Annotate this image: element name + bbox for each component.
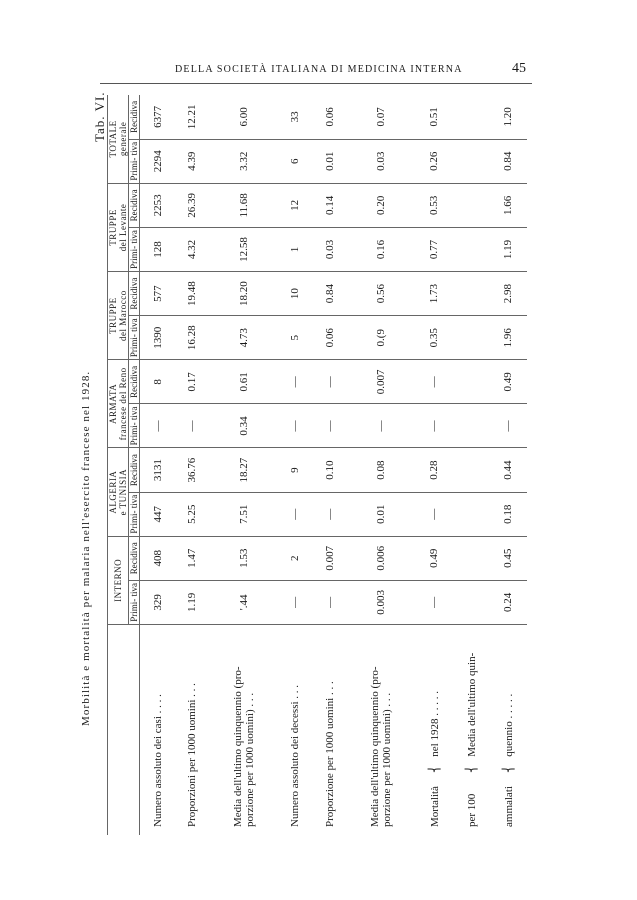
table-caption: Morbilità e mortalità per malaria nell'esercito francese nel 1928. — [80, 370, 92, 726]
table-cell: 19.48 — [175, 272, 209, 316]
table-cell: — — [278, 360, 312, 404]
row-label — [278, 624, 312, 835]
table-cell: — — [490, 404, 527, 448]
table-cell: 10 — [278, 272, 312, 316]
header-rule — [100, 83, 532, 84]
table-cell: 0.44 — [490, 448, 527, 492]
malaria-table — [107, 95, 527, 835]
row-label-text: Media dell'ultimo quin- — [465, 652, 478, 757]
table-cell: 2253 — [140, 183, 176, 227]
table-cell: 0.03 — [347, 139, 416, 183]
table-cell: 26.39 — [175, 183, 209, 227]
group-levante: TRUPPE del Levante — [108, 183, 129, 271]
bracket-label: ammalati — [502, 786, 515, 827]
row-label-text: Proporzione per 1000 uomini . . . — [323, 681, 336, 827]
row-label — [175, 624, 209, 835]
row-label-text: Numero assoluto dei decessi . . . — [289, 684, 302, 827]
row-label-text: Media dell'ultimo quinquennio (pro- porzione per 1000 uomini) . . . — [369, 666, 394, 827]
brace-icon: ⎨ — [502, 764, 515, 773]
table-label: Tab. VI. — [92, 91, 107, 142]
table-cell — [453, 536, 490, 580]
table-cell: '.44 — [210, 580, 279, 624]
table-cell: 5 — [278, 316, 312, 360]
row-label — [347, 624, 416, 835]
table-cell: — — [278, 492, 312, 536]
table-row — [453, 95, 490, 835]
table-cell — [453, 95, 490, 139]
table-row — [490, 95, 527, 835]
table-cell: 0.10 — [312, 448, 346, 492]
table-row — [347, 95, 416, 835]
table-cell: 0.18 — [490, 492, 527, 536]
table-cell: 0.26 — [415, 139, 452, 183]
table-cell: 0.24 — [490, 580, 527, 624]
table-cell: 3.32 — [210, 139, 279, 183]
table-cell: 0.56 — [347, 272, 416, 316]
table-cell: 18.27 — [210, 448, 279, 492]
table-cell: — — [278, 580, 312, 624]
table-row — [312, 95, 346, 835]
table-cell: 0.17 — [175, 360, 209, 404]
table-cell: — — [312, 580, 346, 624]
table-cell: 3131 — [140, 448, 176, 492]
table-body — [140, 95, 528, 835]
table-cell: 33 — [278, 95, 312, 139]
table-row — [278, 95, 312, 835]
subheader-primitiva: Primi- tiva — [129, 492, 140, 536]
table-cell: 1.20 — [490, 95, 527, 139]
table-cell: 0.61 — [210, 360, 279, 404]
group-algeria: ALGERIA e TUNISIA — [108, 448, 129, 536]
subheader-recidiva: Recidiva — [129, 272, 140, 316]
table-cell: — — [312, 492, 346, 536]
subheader-recidiva: Recidiva — [129, 536, 140, 580]
row-label — [415, 624, 452, 835]
table-cell: 0.49 — [415, 536, 452, 580]
row-label — [140, 624, 176, 835]
table-cell: 6377 — [140, 95, 176, 139]
table-cell — [453, 492, 490, 536]
table-cell: 1.47 — [175, 536, 209, 580]
table-cell: 0.(9 — [347, 316, 416, 360]
row-label-text: quennio . . . . . — [502, 693, 515, 757]
subheader-recidiva: Recidiva — [129, 183, 140, 227]
table-cell — [453, 183, 490, 227]
table-cell: 0.003 — [347, 580, 416, 624]
table-cell: 12 — [278, 183, 312, 227]
table-cell: 1.19 — [175, 580, 209, 624]
table-cell: 4.39 — [175, 139, 209, 183]
subheader-primitiva: Primi- tiva — [129, 580, 140, 624]
table-cell: 11.68 — [210, 183, 279, 227]
table-cell: 12.58 — [210, 227, 279, 271]
bracket-label: Mortalità — [428, 786, 441, 827]
table-cell: 6.00 — [210, 95, 279, 139]
table-cell: 0.53 — [415, 183, 452, 227]
row-label — [312, 624, 346, 835]
table-cell: 329 — [140, 580, 176, 624]
table-cell — [453, 316, 490, 360]
table-cell: 0.007 — [312, 536, 346, 580]
table-row — [175, 95, 209, 835]
rotated-table — [107, 95, 527, 835]
table-cell: 16.28 — [175, 316, 209, 360]
table-cell: 0.20 — [347, 183, 416, 227]
table-cell: 128 — [140, 227, 176, 271]
subheader-primitiva: Primi- tiva — [129, 404, 140, 448]
table-cell: 0.006 — [347, 536, 416, 580]
table-cell: — — [312, 360, 346, 404]
table-cell: 0.01 — [312, 139, 346, 183]
subheader-primitiva: Primi- tiva — [129, 139, 140, 183]
table-cell: 447 — [140, 492, 176, 536]
table-cell: 0.51 — [415, 95, 452, 139]
table-cell: 0.28 — [415, 448, 452, 492]
table-cell: 4.32 — [175, 227, 209, 271]
table-cell: 2.98 — [490, 272, 527, 316]
table-cell — [453, 139, 490, 183]
table-row — [210, 95, 279, 835]
group-totale: TOTALE generale — [108, 95, 129, 183]
table-cell: 0.07 — [347, 95, 416, 139]
table-cell: — — [347, 404, 416, 448]
table-cell: 6 — [278, 139, 312, 183]
table-cell: 0.77 — [415, 227, 452, 271]
table-cell: 0.01 — [347, 492, 416, 536]
table-cell: — — [415, 360, 452, 404]
table-cell: 0.03 — [312, 227, 346, 271]
table-cell: 1.73 — [415, 272, 452, 316]
table-cell: 36.76 — [175, 448, 209, 492]
row-label-text: Proporzioni per 1000 uomini . . . — [186, 683, 199, 827]
table-cell: 0.08 — [347, 448, 416, 492]
row-label — [210, 624, 279, 835]
table-cell: 7.51 — [210, 492, 279, 536]
table-cell: 0.84 — [490, 139, 527, 183]
subheader-primitiva: Primi- tiva — [129, 227, 140, 271]
brace-icon: ⎨ — [465, 764, 478, 773]
table-cell: 0.84 — [312, 272, 346, 316]
bracket-label: per 100 — [465, 793, 478, 827]
table-cell: 1.96 — [490, 316, 527, 360]
table-cell: 2294 — [140, 139, 176, 183]
table-cell: 18.20 — [210, 272, 279, 316]
brace-icon: ⎨ — [428, 764, 441, 773]
running-title: DELLA SOCIETÀ ITALIANA DI MEDICINA INTERNA — [175, 64, 463, 75]
table-cell: — — [278, 404, 312, 448]
table-cell: 408 — [140, 536, 176, 580]
group-interno: INTERNO — [108, 536, 129, 624]
table-cell: 0.06 — [312, 95, 346, 139]
subheader-primitiva: Primi- tiva — [129, 316, 140, 360]
table-cell: 0.06 — [312, 316, 346, 360]
subheader-recidiva: Recidiva — [129, 95, 140, 139]
row-label-text: Media dell'ultimo quinquennio (pro- porzione per 1000 uomini) . . . — [231, 666, 256, 827]
table-cell: 1.53 — [210, 536, 279, 580]
table-cell: 4.73 — [210, 316, 279, 360]
label-header — [108, 624, 140, 835]
page-number: 45 — [512, 61, 526, 76]
subheader-recidiva: Recidiva — [129, 360, 140, 404]
table-row — [415, 95, 452, 835]
table-cell: 0.14 — [312, 183, 346, 227]
table-cell: — — [415, 492, 452, 536]
table-cell: 5.25 — [175, 492, 209, 536]
row-label-text: Numero assoluto dei casi . . . . — [151, 694, 164, 827]
table-cell: 1.66 — [490, 183, 527, 227]
table-cell: 0.007 — [347, 360, 416, 404]
table-cell — [453, 360, 490, 404]
table-cell: 0.16 — [347, 227, 416, 271]
table-cell: 1.19 — [490, 227, 527, 271]
table-cell: — — [415, 404, 452, 448]
table-cell: 577 — [140, 272, 176, 316]
table-cell: 12.21 — [175, 95, 209, 139]
table-cell: 8 — [140, 360, 176, 404]
table-cell: 2 — [278, 536, 312, 580]
table-cell: 0.35 — [415, 316, 452, 360]
group-marocco: TRUPPE del Marocco — [108, 272, 129, 360]
group-armata: ARMATA francese del Reno — [108, 360, 129, 448]
table-cell: 9 — [278, 448, 312, 492]
table-cell: — — [140, 404, 176, 448]
caption-block — [66, 86, 104, 856]
subheader-recidiva: Recidiva — [129, 448, 140, 492]
table-cell — [453, 404, 490, 448]
table-cell — [453, 272, 490, 316]
table-cell: 1390 — [140, 316, 176, 360]
table-cell: 0.34 — [210, 404, 279, 448]
row-label — [490, 624, 527, 835]
table-cell — [453, 580, 490, 624]
table-cell: — — [175, 404, 209, 448]
table-row — [140, 95, 176, 835]
row-label — [453, 624, 490, 835]
row-label-text: nel 1928 . . . . . — [428, 691, 441, 757]
table-cell: — — [312, 404, 346, 448]
table-cell: 0.49 — [490, 360, 527, 404]
table-cell — [453, 448, 490, 492]
table-cell: 0.45 — [490, 536, 527, 580]
table-cell — [453, 227, 490, 271]
table-cell: — — [415, 580, 452, 624]
table-cell: 1 — [278, 227, 312, 271]
